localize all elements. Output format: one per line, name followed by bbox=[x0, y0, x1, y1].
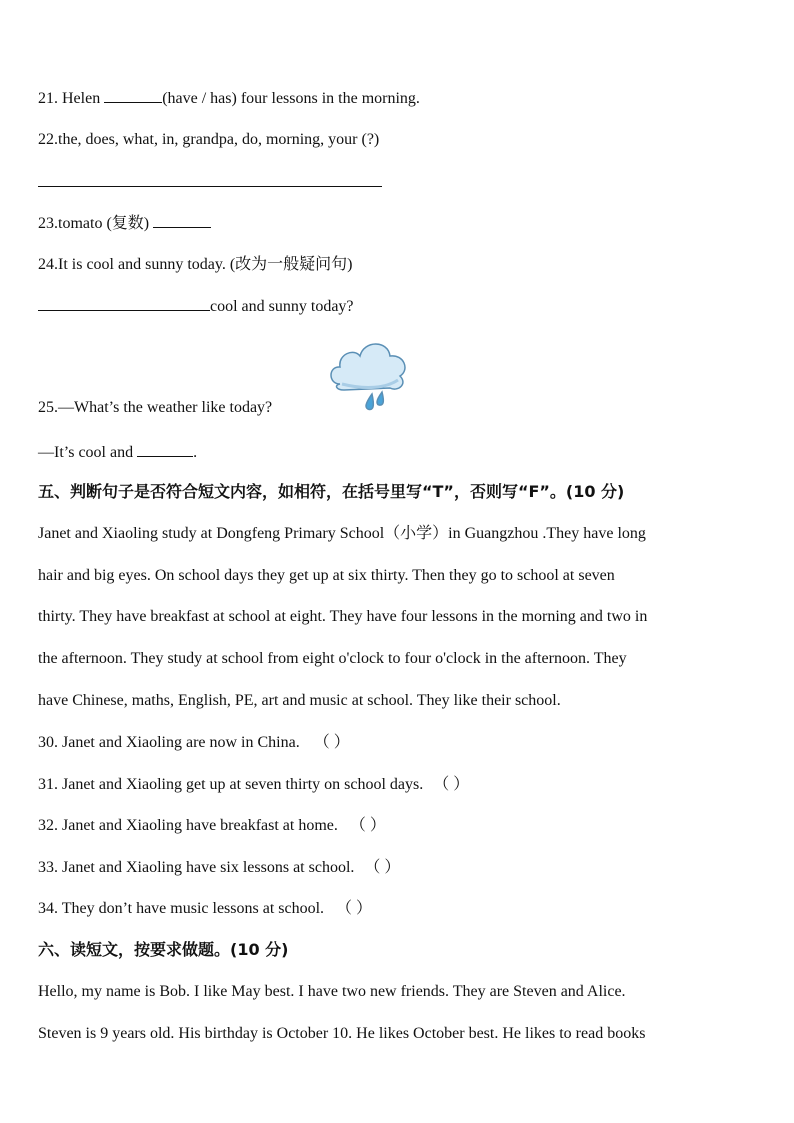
q23-text: 23.tomato (复数) bbox=[38, 215, 154, 232]
section-5-passage-line: have Chinese, maths, English, PE, art and music at school. They like their school. bbox=[38, 692, 561, 709]
rain-cloud-icon bbox=[326, 334, 410, 416]
question-25: 25.—What’s the weather like today? bbox=[38, 399, 273, 416]
q21-suffix: (have / has) four lessons in the morning. bbox=[162, 90, 420, 107]
q24-answer-line bbox=[38, 296, 354, 317]
section-6-passage-line: Hello, my name is Bob. I like May best. I have two new friends. They are Steven and Alice. bbox=[38, 983, 626, 1000]
item-text: 32. Janet and Xiaoling have breakfast at home. bbox=[38, 817, 338, 834]
answer-parentheses[interactable]: （ ） bbox=[313, 734, 350, 751]
question-21 bbox=[38, 88, 420, 109]
section-5-title: 五、判断句子是否符合短文内容，如相符，在括号里写“T”，否则写“F”。(10 分) bbox=[38, 482, 625, 501]
section-5-passage-line: Janet and Xiaoling study at Dongfeng Primary School（小学）in Guangzhou .They have long bbox=[38, 525, 646, 542]
answer-parentheses[interactable]: （ ） bbox=[433, 776, 470, 793]
item-text: 34. They don’t have music lessons at school. bbox=[38, 900, 325, 917]
q21-answer-blank[interactable] bbox=[104, 88, 162, 103]
question-22: 22.the, does, what, in, grandpa, do, morning, your (?) bbox=[38, 131, 380, 148]
q25-answer-prefix: —It’s cool and bbox=[38, 444, 138, 461]
section-5-passage-line: hair and big eyes. On school days they get up at six thirty. Then they go to school at seven bbox=[38, 567, 615, 584]
answer-parentheses[interactable]: （ ） bbox=[349, 817, 386, 834]
item-text: 31. Janet and Xiaoling get up at seven thirty on school days. bbox=[38, 776, 424, 793]
q24-answer-blank[interactable] bbox=[38, 296, 210, 311]
judgement-item-34 bbox=[38, 899, 372, 919]
judgement-item-32 bbox=[38, 816, 386, 836]
q24-answer-suffix: cool and sunny today? bbox=[210, 298, 354, 315]
q25-answer-suffix: . bbox=[193, 444, 198, 461]
judgement-item-30 bbox=[38, 733, 350, 753]
judgement-item-31 bbox=[38, 775, 469, 795]
section-6-passage-line: Steven is 9 years old. His birthday is October 10. He likes October best. He likes to read books bbox=[38, 1025, 646, 1042]
section-5-passage-line: thirty. They have breakfast at school at eight. They have four lessons in the morning and two in bbox=[38, 608, 648, 625]
question-23 bbox=[38, 213, 211, 234]
answer-parentheses[interactable]: （ ） bbox=[336, 900, 373, 917]
q25-answer-line bbox=[38, 442, 197, 463]
section-6-title: 六、读短文，按要求做题。(10 分) bbox=[38, 940, 289, 959]
section-5-passage-line: the afternoon. They study at school from eight o'clock to four o'clock in the afternoon. They bbox=[38, 650, 627, 667]
item-text: 33. Janet and Xiaoling have six lessons at school. bbox=[38, 859, 355, 876]
q22-answer-blank[interactable] bbox=[38, 172, 382, 187]
q23-answer-blank[interactable] bbox=[153, 213, 211, 228]
question-24: 24.It is cool and sunny today. (改为一般疑问句) bbox=[38, 256, 353, 273]
item-text: 30. Janet and Xiaoling are now in China. bbox=[38, 734, 300, 751]
q21-prefix: 21. Helen bbox=[38, 90, 105, 107]
judgement-item-33 bbox=[38, 858, 400, 878]
q22-answer-line[interactable] bbox=[38, 172, 382, 193]
answer-parentheses[interactable]: （ ） bbox=[364, 859, 401, 876]
q25-answer-blank[interactable] bbox=[137, 442, 193, 457]
